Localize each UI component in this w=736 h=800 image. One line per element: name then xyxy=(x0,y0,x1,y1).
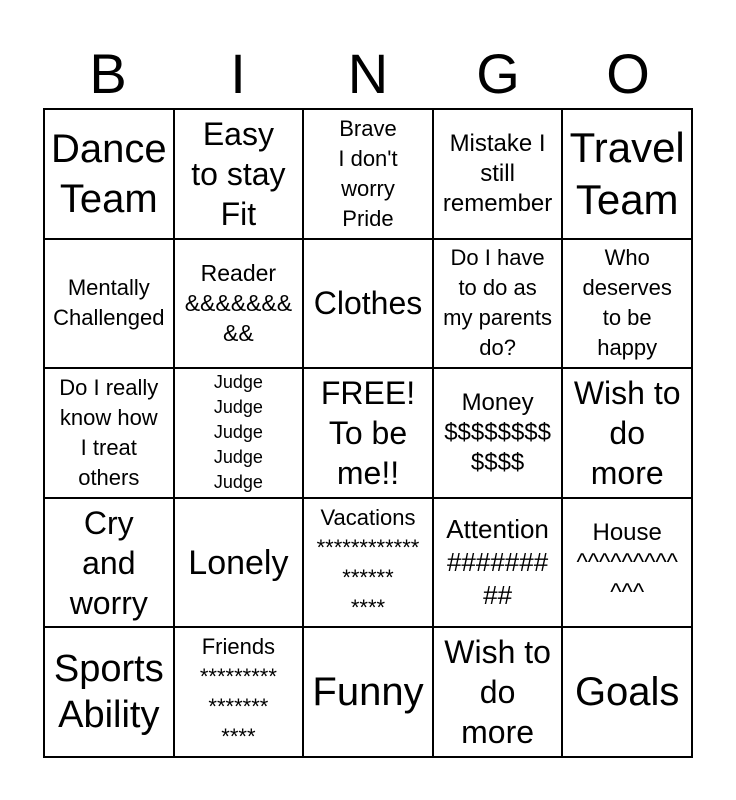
cell-text: Sports Ability xyxy=(53,648,164,737)
cell-text: Do I really know how I treat others xyxy=(59,374,159,490)
bingo-cell[interactable] xyxy=(44,368,174,498)
bingo-cell[interactable] xyxy=(303,109,433,239)
cell-text: Who deserves to be happy xyxy=(582,245,672,361)
bingo-cell[interactable] xyxy=(174,498,304,628)
cell-text: Travel Team xyxy=(569,123,685,223)
cell-text: Judge Judge Judge Judge Judge xyxy=(213,372,263,493)
bingo-cell[interactable] xyxy=(562,627,692,757)
header-letter-g: G xyxy=(476,42,520,105)
cell-text: Vacations ************ ****** **** xyxy=(316,504,420,620)
cell-text: Attention ####### ## xyxy=(446,514,549,611)
bingo-cell[interactable] xyxy=(44,627,174,757)
header-letter-n: N xyxy=(347,42,389,105)
bingo-cell[interactable] xyxy=(303,498,433,628)
header-letter-o: O xyxy=(606,42,650,105)
bingo-cell[interactable] xyxy=(174,109,304,239)
cell-text: Funny xyxy=(312,670,424,715)
bingo-cell[interactable] xyxy=(433,498,563,628)
bingo-cell[interactable] xyxy=(433,239,563,369)
bingo-cell[interactable] xyxy=(562,498,692,628)
bingo-cell[interactable] xyxy=(174,627,304,757)
bingo-cell[interactable] xyxy=(303,239,433,369)
bingo-cell[interactable] xyxy=(433,368,563,498)
bingo-cell[interactable] xyxy=(174,368,304,498)
cell-text: Friends ********* ******* **** xyxy=(199,634,277,750)
cell-text: Dance Team xyxy=(50,126,167,221)
cell-text: Money $$$$$$$$ $$$$ xyxy=(444,388,551,476)
cell-text: House ^^^^^^^^^ ^^^ xyxy=(576,518,678,606)
bingo-cell[interactable] xyxy=(562,109,692,239)
cell-text: Clothes xyxy=(313,285,423,322)
bingo-cell[interactable] xyxy=(174,239,304,369)
bingo-board xyxy=(43,108,693,758)
bingo-cell[interactable] xyxy=(433,109,563,239)
cell-text: Brave I don't worry Pride xyxy=(338,115,398,231)
cell-text: Wish to do more xyxy=(573,374,681,491)
bingo-cell[interactable] xyxy=(44,239,174,369)
header-letter-i: I xyxy=(230,42,246,105)
cell-text: Wish to do more xyxy=(444,634,551,751)
cell-text: Reader &&&&&&& && xyxy=(184,260,293,347)
cell-text: Do I have to do as my parents do? xyxy=(443,245,552,361)
cell-text: Cry and worry xyxy=(69,504,148,621)
bingo-cell[interactable] xyxy=(303,368,433,498)
bingo-cell[interactable] xyxy=(562,368,692,498)
cell-text: Goals xyxy=(574,670,680,715)
bingo-cell[interactable] xyxy=(44,498,174,628)
cell-text: Mentally Challenged xyxy=(53,275,165,331)
bingo-header xyxy=(43,40,693,108)
header-letter-b: B xyxy=(89,42,127,105)
bingo-cell[interactable] xyxy=(562,239,692,369)
bingo-cell[interactable] xyxy=(44,109,174,239)
cell-text: Lonely xyxy=(188,543,289,582)
bingo-cell[interactable] xyxy=(303,627,433,757)
cell-text: Mistake I still remember xyxy=(442,129,553,217)
cell-text: FREE! To be me!! xyxy=(320,374,416,491)
cell-text: Easy to stay Fit xyxy=(191,115,286,232)
bingo-cell[interactable] xyxy=(433,627,563,757)
